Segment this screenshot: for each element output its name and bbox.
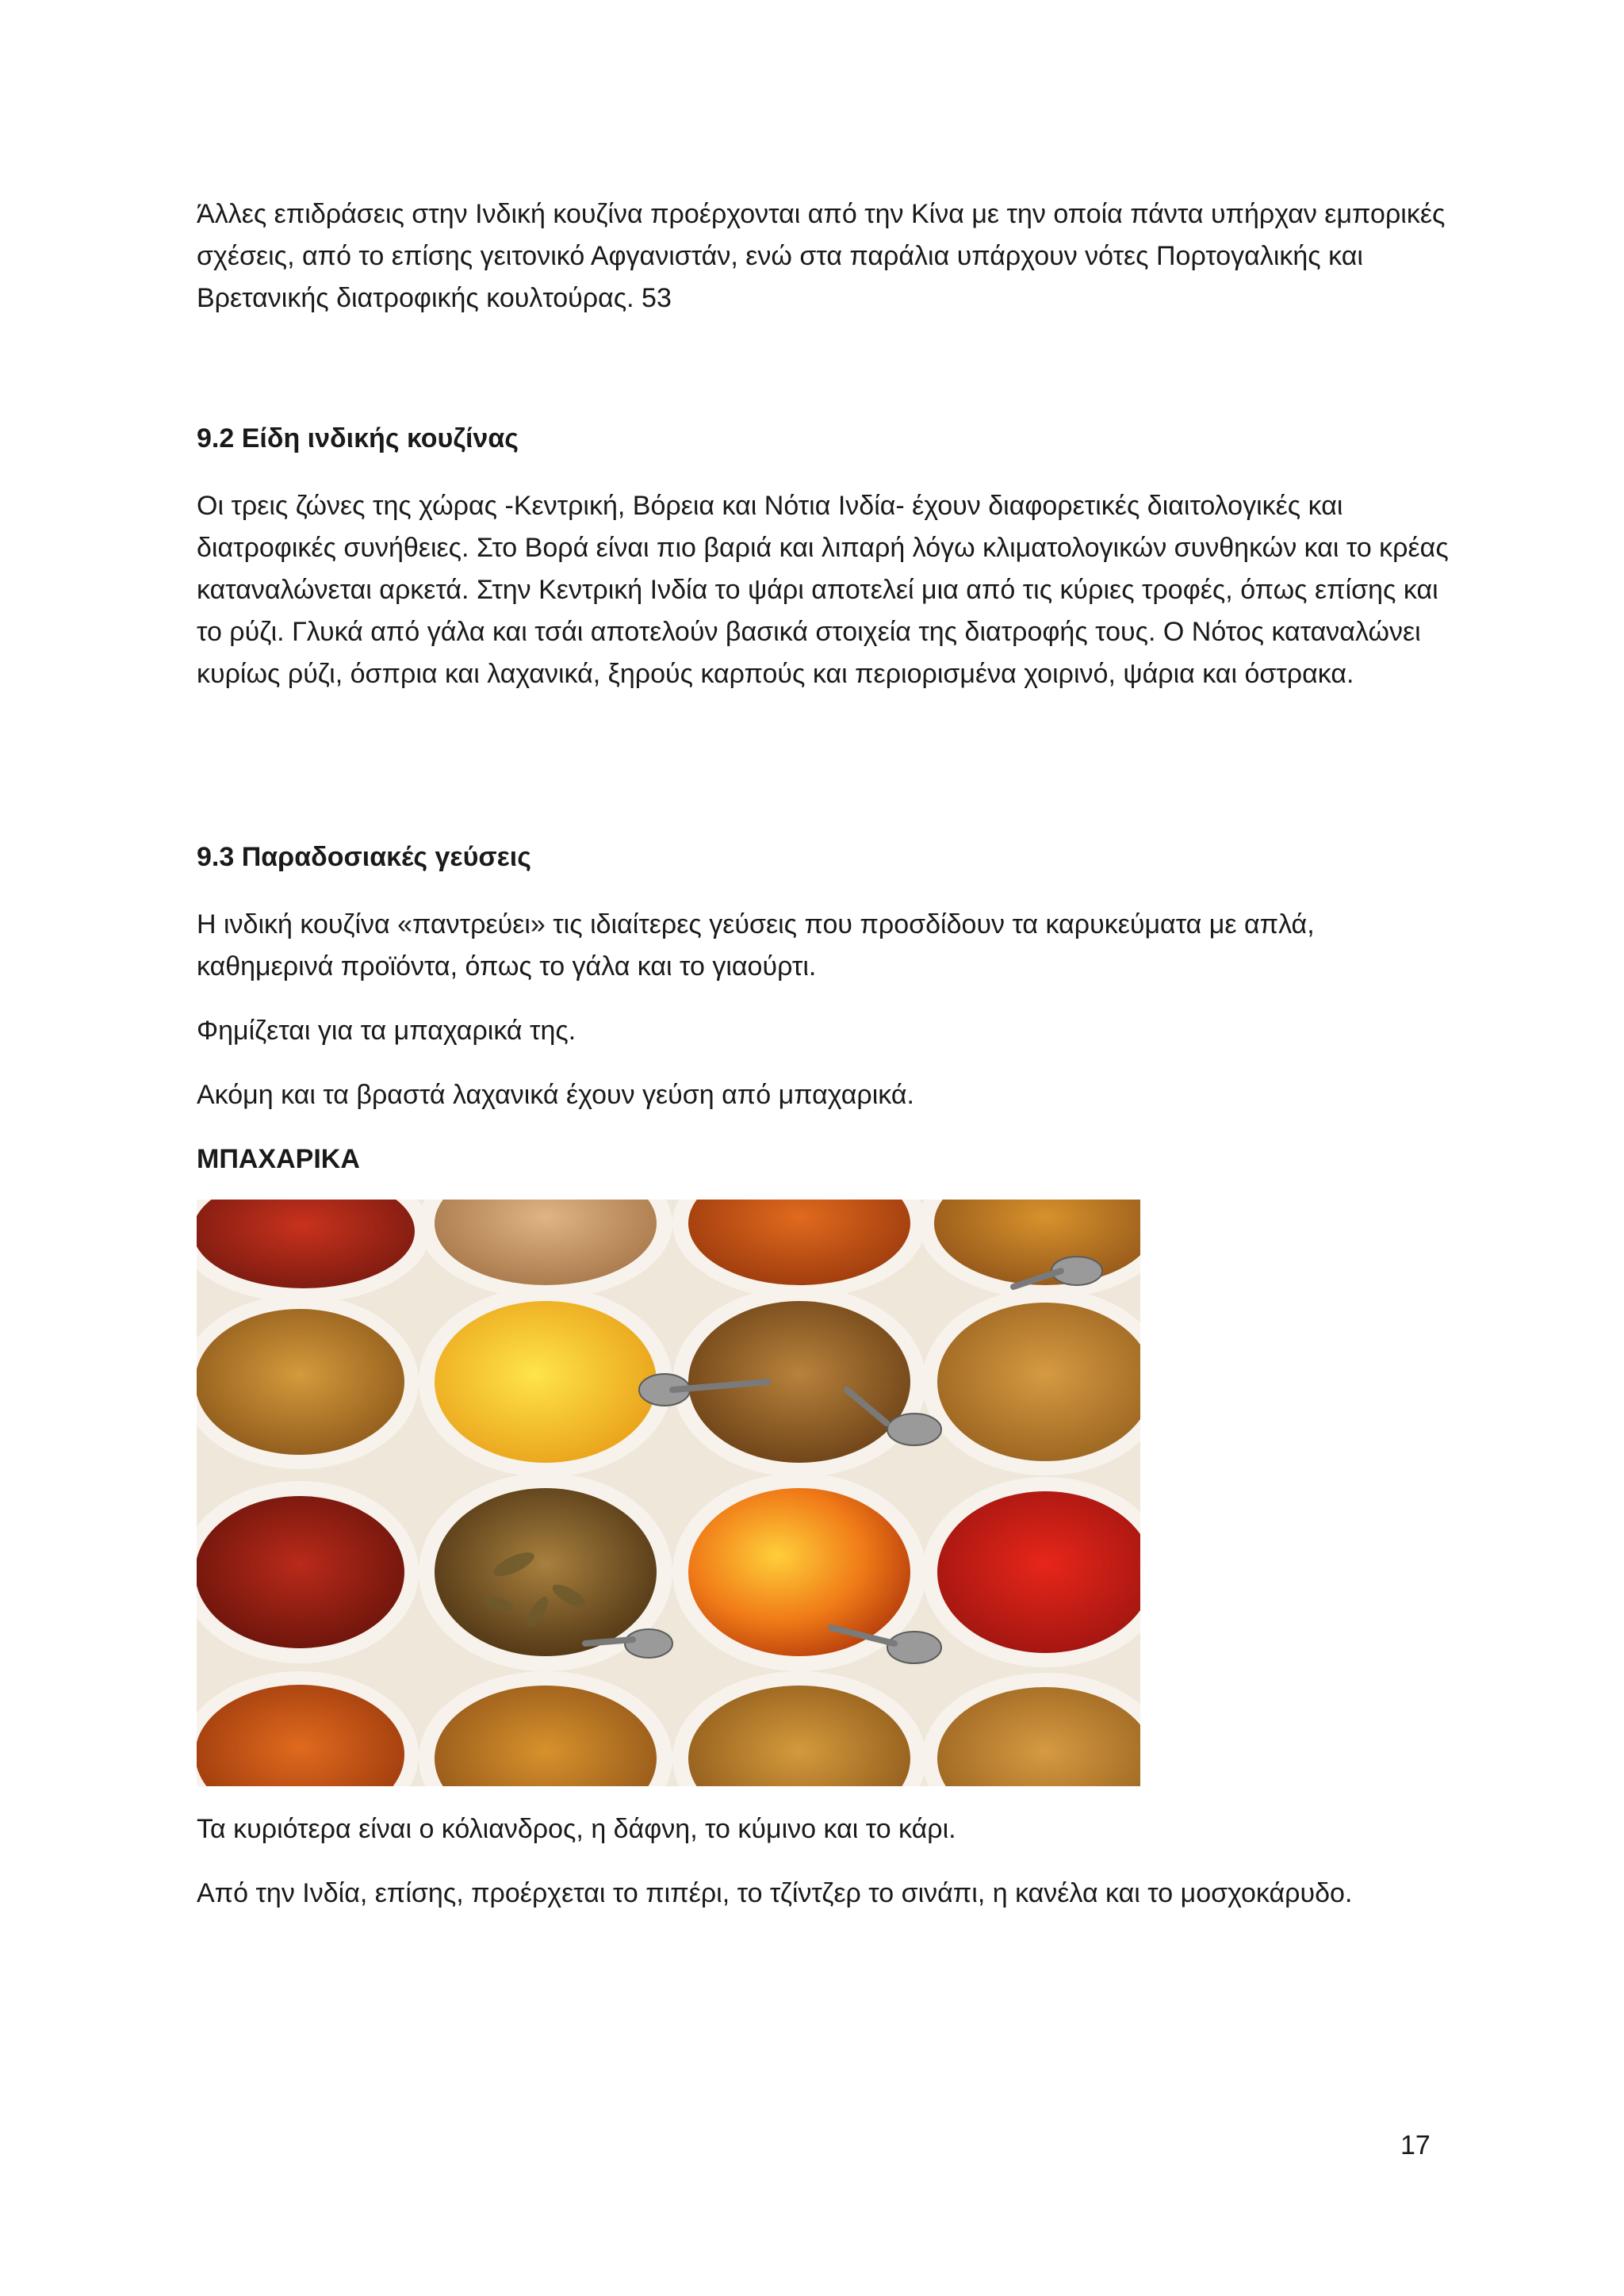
- section-9-3-paragraph-2: Φημίζεται για τα μπαχαρικά της.: [197, 1016, 576, 1046]
- page-content: [197, 193, 1450, 1915]
- section-9-3-paragraph-1: Η ινδική κουζίνα «παντρεύει» τις ιδιαίτερες γεύσεις που προσδίδουν τα καρυκεύματα με απλά, καθημερινά προϊόντα, όπως το γάλα και το γιαούρτι.: [197, 909, 1315, 982]
- section-9-3-paragraph-3: Ακόμη και τα βραστά λαχανικά έχουν γεύση από μπαχαρικά.: [197, 1080, 914, 1110]
- section-9-2-paragraph: Οι τρεις ζώνες της χώρας -Κεντρική, Βόρεια και Νότια Ινδία- έχουν διαφορετικές διαιτολογικές και διατροφικές συνήθειες. Στο Βορά είναι πιο βαριά και λιπαρή λόγω κλιματολογικών συνθηκών και το κρέας καταναλώνεται αρκετά. Στην Κεντρική Ινδία το ψάρι αποτελεί μια από τις κύριες τροφές, όπως επίσης και το ρύζι. Γλυκά από γάλα και τσάι αποτελούν βασικά στοιχεία της διατροφής τους. Ο Νότος καταναλώνει κυρίως ρύζι, όσπρια και λαχανικά, ξηρούς καρπούς και περιορισμένα χοιρινό, ψάρια και όστρακα.: [197, 491, 1449, 689]
- spices-photo: [197, 1200, 1140, 1786]
- spices-paragraph-1: Τα κυριότερα είναι ο κόλιανδρος, η δάφνη, το κύμινο και το κάρι.: [197, 1814, 956, 1844]
- section-9-3-heading: 9.3 Παραδοσιακές γεύσεις: [197, 842, 531, 872]
- spices-paragraph-2: Από την Ινδία, επίσης, προέρχεται το πιπέρι, το τζίντζερ το σινάπι, η κανέλα και το μοσχοκάρυδο.: [197, 1878, 1353, 1908]
- page-number: 17: [1400, 2130, 1431, 2160]
- intro-paragraph: Άλλες επιδράσεις στην Ινδική κουζίνα προέρχονται από την Κίνα με την οποία πάντα υπήρχαν εμπορικές σχέσεις, από το επίσης γειτονικό Αφγανιστάν, ενώ στα παράλια υπάρχουν νότες Πορτογαλικής και Βρετανικής διατροφικής κουλτούρας. 53: [197, 199, 1446, 313]
- section-9-2-heading: 9.2 Είδη ινδικής κουζίνας: [197, 423, 519, 453]
- spices-heading: ΜΠΑΧΑΡΙΚΑ: [197, 1144, 360, 1174]
